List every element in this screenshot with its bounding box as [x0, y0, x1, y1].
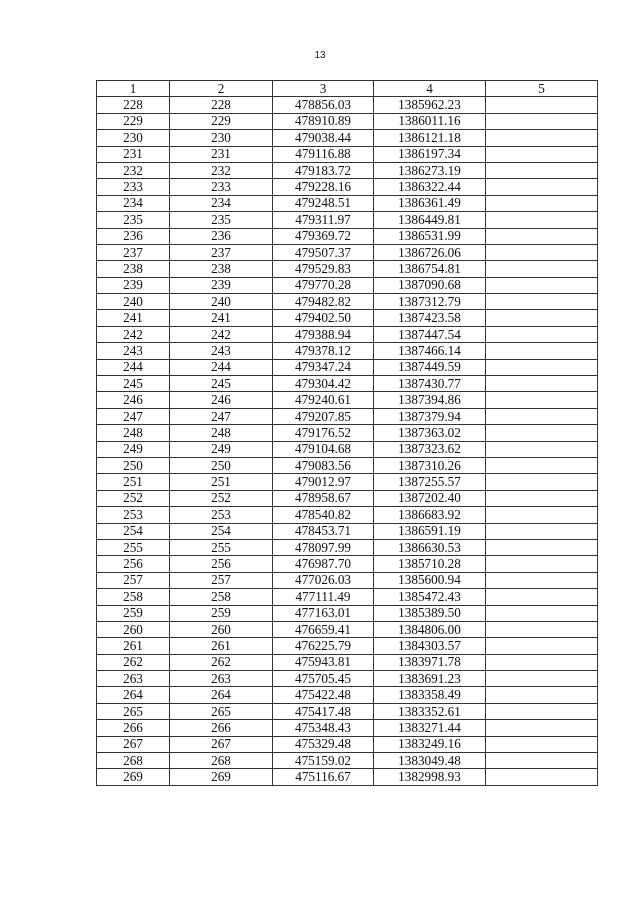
table-cell-col-5 — [486, 671, 598, 687]
table-cell-col-4: 1387255.57 — [374, 474, 486, 490]
table-header — [97, 81, 598, 97]
table-cell-col-3: 479507.37 — [273, 244, 374, 260]
table-cell-col-5 — [486, 556, 598, 572]
column-header-1: 1 — [97, 81, 170, 97]
table-cell-col-1: 240 — [97, 294, 170, 310]
table-cell-col-5 — [486, 277, 598, 293]
table-cell-col-4: 1387449.59 — [374, 359, 486, 375]
table-cell-col-1: 235 — [97, 212, 170, 228]
table-cell-col-3: 479038.44 — [273, 130, 374, 146]
table-cell-col-3: 479207.85 — [273, 408, 374, 424]
table-cell-col-4: 1385962.23 — [374, 97, 486, 113]
table-cell-col-5 — [486, 326, 598, 342]
table-cell-col-4: 1387430.77 — [374, 376, 486, 392]
table-row — [97, 113, 598, 129]
table-cell-col-2: 228 — [170, 97, 273, 113]
table-cell-col-1: 264 — [97, 687, 170, 703]
table-cell-col-2: 261 — [170, 638, 273, 654]
table-cell-col-4: 1384806.00 — [374, 621, 486, 637]
table-row — [97, 589, 598, 605]
table-row — [97, 359, 598, 375]
table-cell-col-4: 1386121.18 — [374, 130, 486, 146]
table-row — [97, 343, 598, 359]
table-cell-col-5 — [486, 294, 598, 310]
table-cell-col-3: 479083.56 — [273, 457, 374, 473]
table-cell-col-3: 479482.82 — [273, 294, 374, 310]
table-cell-col-5 — [486, 146, 598, 162]
table-cell-col-4: 1387379.94 — [374, 408, 486, 424]
table-cell-col-2: 244 — [170, 359, 273, 375]
table-row — [97, 490, 598, 506]
table-cell-col-2: 260 — [170, 621, 273, 637]
table-cell-col-2: 249 — [170, 441, 273, 457]
table-cell-col-2: 250 — [170, 457, 273, 473]
table-cell-col-2: 266 — [170, 720, 273, 736]
table-cell-col-4: 1383271.44 — [374, 720, 486, 736]
table-cell-col-5 — [486, 720, 598, 736]
table-cell-col-5 — [486, 408, 598, 424]
table-cell-col-3: 479378.12 — [273, 343, 374, 359]
table-cell-col-3: 476987.70 — [273, 556, 374, 572]
table-cell-col-3: 475705.45 — [273, 671, 374, 687]
table-row — [97, 261, 598, 277]
table-cell-col-5 — [486, 490, 598, 506]
table-cell-col-4: 1385472.43 — [374, 589, 486, 605]
table-cell-col-5 — [486, 457, 598, 473]
table-cell-col-4: 1383249.16 — [374, 736, 486, 752]
table-cell-col-1: 229 — [97, 113, 170, 129]
table-cell-col-3: 476659.41 — [273, 621, 374, 637]
table-cell-col-4: 1383352.61 — [374, 703, 486, 719]
table-row — [97, 441, 598, 457]
table-row — [97, 638, 598, 654]
table-cell-col-4: 1387466.14 — [374, 343, 486, 359]
table-cell-col-2: 258 — [170, 589, 273, 605]
table-cell-col-4: 1386011.16 — [374, 113, 486, 129]
table-cell-col-4: 1386322.44 — [374, 179, 486, 195]
table-cell-col-5 — [486, 228, 598, 244]
table-cell-col-4: 1386531.99 — [374, 228, 486, 244]
table-row — [97, 457, 598, 473]
table-cell-col-1: 250 — [97, 457, 170, 473]
table-cell-col-3: 479104.68 — [273, 441, 374, 457]
table-cell-col-2: 255 — [170, 539, 273, 555]
table-cell-col-5 — [486, 425, 598, 441]
table-row — [97, 621, 598, 637]
table-cell-col-1: 262 — [97, 654, 170, 670]
table-cell-col-3: 479388.94 — [273, 326, 374, 342]
table-cell-col-1: 256 — [97, 556, 170, 572]
table-cell-col-4: 1386449.81 — [374, 212, 486, 228]
table-cell-col-4: 1387202.40 — [374, 490, 486, 506]
table-cell-col-3: 479116.88 — [273, 146, 374, 162]
table-cell-col-2: 248 — [170, 425, 273, 441]
table-row — [97, 97, 598, 113]
table-cell-col-2: 234 — [170, 195, 273, 211]
table-cell-col-2: 246 — [170, 392, 273, 408]
table-cell-col-2: 236 — [170, 228, 273, 244]
table-cell-col-5 — [486, 753, 598, 769]
table-cell-col-2: 237 — [170, 244, 273, 260]
table-row — [97, 736, 598, 752]
table-cell-col-3: 476225.79 — [273, 638, 374, 654]
table-cell-col-4: 1387310.26 — [374, 457, 486, 473]
table-cell-col-3: 475417.48 — [273, 703, 374, 719]
table-cell-col-3: 479529.83 — [273, 261, 374, 277]
table-cell-col-2: 263 — [170, 671, 273, 687]
table-cell-col-5 — [486, 212, 598, 228]
table-row — [97, 556, 598, 572]
table-cell-col-1: 260 — [97, 621, 170, 637]
table-cell-col-4: 1383049.48 — [374, 753, 486, 769]
table-cell-col-1: 261 — [97, 638, 170, 654]
table-cell-col-4: 1386683.92 — [374, 507, 486, 523]
table-cell-col-4: 1383691.23 — [374, 671, 486, 687]
table-cell-col-4: 1386197.34 — [374, 146, 486, 162]
table-row — [97, 228, 598, 244]
table-cell-col-2: 251 — [170, 474, 273, 490]
table-cell-col-5 — [486, 507, 598, 523]
table-cell-col-5 — [486, 605, 598, 621]
table-cell-col-1: 266 — [97, 720, 170, 736]
table-cell-col-3: 475159.02 — [273, 753, 374, 769]
table-cell-col-5 — [486, 539, 598, 555]
table-cell-col-5 — [486, 97, 598, 113]
table-cell-col-2: 230 — [170, 130, 273, 146]
table-cell-col-1: 257 — [97, 572, 170, 588]
table-cell-col-5 — [486, 589, 598, 605]
table-cell-col-1: 234 — [97, 195, 170, 211]
table-cell-col-3: 479248.51 — [273, 195, 374, 211]
table-cell-col-4: 1384303.57 — [374, 638, 486, 654]
column-header-3: 3 — [273, 81, 374, 97]
table-cell-col-1: 248 — [97, 425, 170, 441]
table-cell-col-2: 257 — [170, 572, 273, 588]
table-cell-col-4: 1387394.86 — [374, 392, 486, 408]
table-cell-col-2: 235 — [170, 212, 273, 228]
table-cell-col-2: 245 — [170, 376, 273, 392]
table-row — [97, 687, 598, 703]
table-cell-col-1: 265 — [97, 703, 170, 719]
table-cell-col-3: 479240.61 — [273, 392, 374, 408]
table-cell-col-1: 230 — [97, 130, 170, 146]
table-cell-col-5 — [486, 359, 598, 375]
table-cell-col-3: 475348.43 — [273, 720, 374, 736]
table-cell-col-5 — [486, 703, 598, 719]
table-cell-col-3: 479228.16 — [273, 179, 374, 195]
table-cell-col-2: 267 — [170, 736, 273, 752]
table-cell-col-2: 229 — [170, 113, 273, 129]
table-cell-col-2: 239 — [170, 277, 273, 293]
column-header-4: 4 — [374, 81, 486, 97]
column-header-2: 2 — [170, 81, 273, 97]
table-row — [97, 179, 598, 195]
table-row — [97, 244, 598, 260]
table-cell-col-3: 479311.97 — [273, 212, 374, 228]
table-cell-col-1: 232 — [97, 162, 170, 178]
table-cell-col-5 — [486, 769, 598, 785]
table-cell-col-4: 1385710.28 — [374, 556, 486, 572]
table-cell-col-1: 253 — [97, 507, 170, 523]
table-row — [97, 195, 598, 211]
table-cell-col-3: 479304.42 — [273, 376, 374, 392]
table-cell-col-1: 236 — [97, 228, 170, 244]
table-cell-col-3: 477026.03 — [273, 572, 374, 588]
table-cell-col-4: 1383971.78 — [374, 654, 486, 670]
table-cell-col-5 — [486, 310, 598, 326]
table-cell-col-4: 1386273.19 — [374, 162, 486, 178]
table-cell-col-5 — [486, 343, 598, 359]
table-cell-col-2: 262 — [170, 654, 273, 670]
table-cell-col-2: 269 — [170, 769, 273, 785]
table-cell-col-3: 478910.89 — [273, 113, 374, 129]
table-cell-col-3: 479176.52 — [273, 425, 374, 441]
table-cell-col-1: 268 — [97, 753, 170, 769]
table-row — [97, 474, 598, 490]
table-cell-col-1: 241 — [97, 310, 170, 326]
table-cell-col-4: 1386361.49 — [374, 195, 486, 211]
table-cell-col-2: 238 — [170, 261, 273, 277]
table-row — [97, 326, 598, 342]
table-cell-col-3: 478097.99 — [273, 539, 374, 555]
table-cell-col-5 — [486, 113, 598, 129]
table-row — [97, 523, 598, 539]
table-row — [97, 654, 598, 670]
table-cell-col-3: 479012.97 — [273, 474, 374, 490]
table-cell-col-2: 259 — [170, 605, 273, 621]
table-cell-col-1: 254 — [97, 523, 170, 539]
table-cell-col-2: 256 — [170, 556, 273, 572]
table-cell-col-1: 259 — [97, 605, 170, 621]
table-cell-col-1: 267 — [97, 736, 170, 752]
table-cell-col-5 — [486, 195, 598, 211]
table-cell-col-4: 1387090.68 — [374, 277, 486, 293]
table-cell-col-2: 241 — [170, 310, 273, 326]
table-cell-col-1: 245 — [97, 376, 170, 392]
table-cell-col-3: 478958.67 — [273, 490, 374, 506]
table-row — [97, 605, 598, 621]
page-number: 13 — [314, 50, 326, 61]
table-cell-col-1: 258 — [97, 589, 170, 605]
table-cell-col-2: 233 — [170, 179, 273, 195]
table-cell-col-5 — [486, 179, 598, 195]
table-row — [97, 212, 598, 228]
table-cell-col-4: 1385600.94 — [374, 572, 486, 588]
table-cell-col-4: 1386754.81 — [374, 261, 486, 277]
table-cell-col-1: 233 — [97, 179, 170, 195]
table-cell-col-5 — [486, 474, 598, 490]
table-cell-col-1: 246 — [97, 392, 170, 408]
table-cell-col-2: 247 — [170, 408, 273, 424]
table-cell-col-4: 1387447.54 — [374, 326, 486, 342]
table-cell-col-5 — [486, 736, 598, 752]
table-cell-col-3: 479183.72 — [273, 162, 374, 178]
table-cell-col-2: 240 — [170, 294, 273, 310]
table-cell-col-2: 242 — [170, 326, 273, 342]
table-cell-col-5 — [486, 130, 598, 146]
table-cell-col-1: 255 — [97, 539, 170, 555]
table-cell-col-2: 264 — [170, 687, 273, 703]
table-cell-col-3: 478540.82 — [273, 507, 374, 523]
table-cell-col-3: 477111.49 — [273, 589, 374, 605]
table-cell-col-1: 242 — [97, 326, 170, 342]
table-cell-col-5 — [486, 687, 598, 703]
table-row — [97, 703, 598, 719]
table-cell-col-3: 479347.24 — [273, 359, 374, 375]
table-body — [97, 97, 598, 785]
table-cell-col-3: 477163.01 — [273, 605, 374, 621]
table-cell-col-1: 252 — [97, 490, 170, 506]
table-row — [97, 162, 598, 178]
table-row — [97, 310, 598, 326]
table-cell-col-1: 228 — [97, 97, 170, 113]
table-cell-col-1: 247 — [97, 408, 170, 424]
table-cell-col-4: 1382998.93 — [374, 769, 486, 785]
table-row — [97, 720, 598, 736]
table-cell-col-1: 263 — [97, 671, 170, 687]
table-cell-col-4: 1385389.50 — [374, 605, 486, 621]
table-cell-col-3: 479402.50 — [273, 310, 374, 326]
header-row — [97, 81, 598, 97]
table-row — [97, 753, 598, 769]
table-row — [97, 425, 598, 441]
table-cell-col-5 — [486, 244, 598, 260]
table-cell-col-5 — [486, 523, 598, 539]
table-row — [97, 408, 598, 424]
table-cell-col-4: 1386726.06 — [374, 244, 486, 260]
table-cell-col-2: 252 — [170, 490, 273, 506]
table-row — [97, 392, 598, 408]
table-cell-col-1: 251 — [97, 474, 170, 490]
table-row — [97, 146, 598, 162]
coordinates-table — [96, 80, 598, 786]
column-header-5: 5 — [486, 81, 598, 97]
table-cell-col-5 — [486, 638, 598, 654]
table-row — [97, 130, 598, 146]
table-cell-col-4: 1387363.02 — [374, 425, 486, 441]
table-row — [97, 277, 598, 293]
table-row — [97, 769, 598, 785]
table-cell-col-1: 239 — [97, 277, 170, 293]
table-cell-col-4: 1386630.53 — [374, 539, 486, 555]
table-row — [97, 294, 598, 310]
table-cell-col-1: 238 — [97, 261, 170, 277]
table-cell-col-4: 1383358.49 — [374, 687, 486, 703]
table-cell-col-1: 243 — [97, 343, 170, 359]
table-cell-col-4: 1387312.79 — [374, 294, 486, 310]
table-cell-col-2: 231 — [170, 146, 273, 162]
table-cell-col-5 — [486, 654, 598, 670]
table-cell-col-3: 475943.81 — [273, 654, 374, 670]
table-cell-col-3: 475116.67 — [273, 769, 374, 785]
table-cell-col-1: 231 — [97, 146, 170, 162]
table-cell-col-3: 479369.72 — [273, 228, 374, 244]
table-cell-col-3: 478453.71 — [273, 523, 374, 539]
table-cell-col-2: 254 — [170, 523, 273, 539]
table-cell-col-3: 475329.48 — [273, 736, 374, 752]
table-row — [97, 539, 598, 555]
table-cell-col-3: 478856.03 — [273, 97, 374, 113]
table-cell-col-5 — [486, 572, 598, 588]
table-row — [97, 671, 598, 687]
table-cell-col-1: 237 — [97, 244, 170, 260]
table-cell-col-2: 265 — [170, 703, 273, 719]
table-cell-col-4: 1387423.58 — [374, 310, 486, 326]
table-cell-col-3: 479770.28 — [273, 277, 374, 293]
table-cell-col-1: 269 — [97, 769, 170, 785]
table-cell-col-4: 1386591.19 — [374, 523, 486, 539]
table-cell-col-5 — [486, 261, 598, 277]
table-cell-col-1: 244 — [97, 359, 170, 375]
table-cell-col-4: 1387323.62 — [374, 441, 486, 457]
table-cell-col-5 — [486, 376, 598, 392]
table-row — [97, 376, 598, 392]
table-cell-col-2: 253 — [170, 507, 273, 523]
table-row — [97, 507, 598, 523]
table-cell-col-1: 249 — [97, 441, 170, 457]
table-cell-col-5 — [486, 441, 598, 457]
table-cell-col-5 — [486, 621, 598, 637]
table-cell-col-5 — [486, 392, 598, 408]
table-cell-col-3: 475422.48 — [273, 687, 374, 703]
table-cell-col-2: 243 — [170, 343, 273, 359]
table-cell-col-5 — [486, 162, 598, 178]
table-cell-col-2: 268 — [170, 753, 273, 769]
table-row — [97, 572, 598, 588]
table-cell-col-2: 232 — [170, 162, 273, 178]
